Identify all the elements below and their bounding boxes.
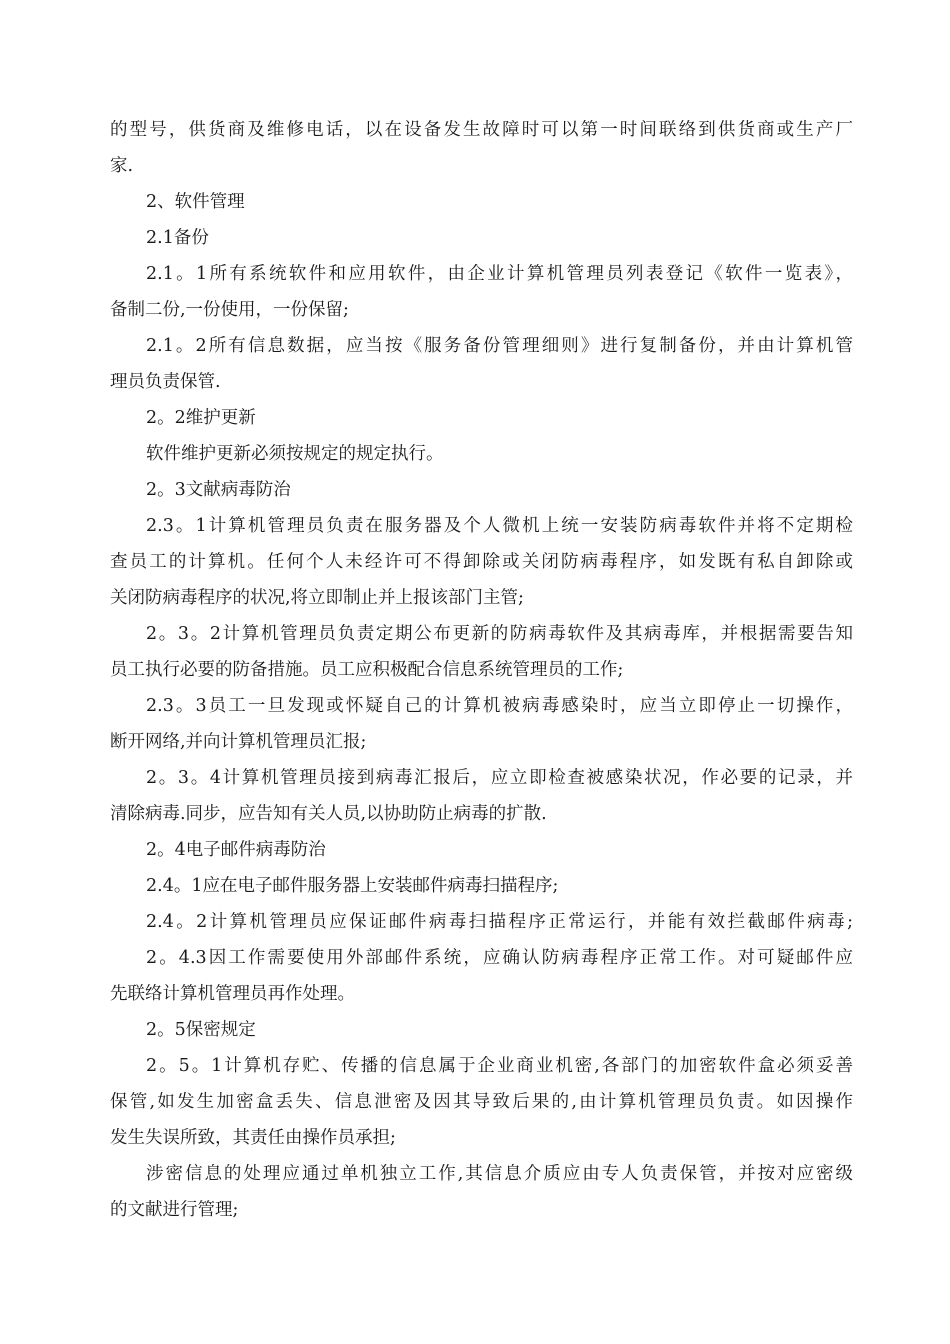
paragraph-line: 软件维护更新必须按规定的规定执行。	[146, 444, 444, 464]
paragraph-line: 2。3。2计算机管理员负责定期公布更新的防病毒软件及其病毒库，并根据需要告知	[146, 624, 853, 644]
subsection-heading: 2。2维护更新	[146, 408, 256, 428]
paragraph-line: 2.3。3员工一旦发现或怀疑自己的计算机被病毒感染时，应当立即停止一切操作，	[146, 696, 853, 716]
subsection-heading: 2。5保密规定	[146, 1020, 256, 1040]
paragraph-line: 保管,如发生加密盒丢失、信息泄密及因其导致后果的,由计算机管理员负责。如因操作	[110, 1092, 853, 1112]
paragraph-line: 2.4。2计算机管理员应保证邮件病毒扫描程序正常运行，并能有效拦截邮件病毒;	[146, 912, 853, 932]
paragraph-line: 2。4.3因工作需要使用外部邮件系统，应确认防病毒程序正常工作。对可疑邮件应	[146, 948, 853, 968]
subsection-heading: 2。3文献病毒防治	[146, 480, 291, 500]
paragraph-line: 2。5。1计算机存贮、传播的信息属于企业商业机密,各部门的加密软件盒必须妥善	[146, 1056, 853, 1076]
paragraph-line: 清除病毒.同步，应告知有关人员,以协助防止病毒的扩散.	[110, 804, 547, 824]
paragraph-line: 先联络计算机管理员再作处理。	[110, 984, 355, 1004]
paragraph-line: 2.4。1应在电子邮件服务器上安装邮件病毒扫描程序;	[146, 876, 559, 896]
paragraph-line: 2。3。4计算机管理员接到病毒汇报后，应立即检查被感染状况，作必要的记录，并	[146, 768, 853, 788]
section-heading: 2、软件管理	[146, 192, 245, 212]
paragraph-line: 理员负责保管.	[110, 372, 221, 392]
paragraph-line: 发生失误所致，其责任由操作员承担;	[110, 1128, 396, 1148]
paragraph-line: 的型号，供货商及维修电话，以在设备发生故障时可以第一时间联络到供货商或生产厂	[110, 120, 853, 140]
paragraph-line: 断开网络,并向计算机管理员汇报;	[110, 732, 367, 752]
subsection-heading: 2。4电子邮件病毒防治	[146, 840, 326, 860]
paragraph-line: 查员工的计算机。任何个人未经许可不得卸除或关闭防病毒程序，如发既有私自卸除或	[110, 552, 853, 572]
paragraph-line: 的文献进行管理;	[110, 1200, 239, 1220]
paragraph-line: 2.3。1计算机管理员负责在服务器及个人微机上统一安装防病毒软件并将不定期检	[146, 516, 853, 536]
paragraph-line: 2.1。2所有信息数据，应当按《服务备份管理细则》进行复制备份，并由计算机管	[146, 336, 853, 356]
paragraph-line: 家.	[110, 156, 134, 176]
subsection-heading: 2.1备份	[146, 228, 209, 248]
paragraph-line: 关闭防病毒程序的状况,将立即制止并上报该部门主管;	[110, 588, 524, 608]
paragraph-line: 2.1。1所有系统软件和应用软件，由企业计算机管理员列表登记《软件一览表》，	[146, 264, 853, 284]
paragraph-line: 涉密信息的处理应通过单机独立工作,其信息介质应由专人负责保管，并按对应密级	[146, 1164, 853, 1184]
document-body	[110, 112, 853, 1228]
paragraph-line: 备制二份,一份使用，一份保留;	[110, 300, 349, 320]
paragraph-line: 员工执行必要的防备措施。员工应积极配合信息系统管理员的工作;	[110, 660, 624, 680]
